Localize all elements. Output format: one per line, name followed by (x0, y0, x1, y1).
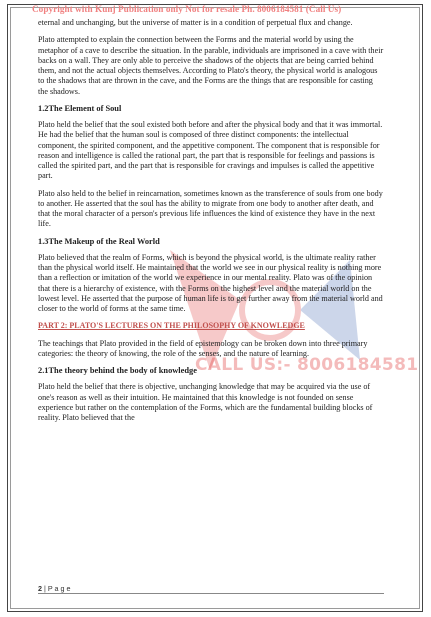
paragraph: Plato held the belief that the soul existed both before and after the physical body and that it was immortal. He had the belief that the human soul is composed of three distinct components: the intellectual component, the spirited component, and the appetitive component. The component that is responsible for reason and intelligence is called the rational part, the part that is responsible for feelings and passions is called the spirited part, and the part that is responsible for cravings and impulses is called the appetitive part. (38, 120, 383, 181)
page-content (38, 18, 384, 430)
paragraph: Plato also held to the belief in reincarnation, sometimes known as the transference of souls from one body to another. He asserted that the soul has the ability to migrate from one body to another after death, and that the moral character of a person's previous life influences the kind of existence they have in the next life. (38, 188, 383, 229)
section-heading: 2.1The theory behind the body of knowledge (38, 366, 197, 375)
page-number: 2 (38, 584, 42, 593)
footer-rule (38, 593, 384, 594)
page-footer (38, 584, 384, 593)
paragraph: Plato believed that the realm of Forms, which is beyond the physical world, is the ultimate reality rather than the physical world itself. He maintained that the world we see in our physical reality is nothing more than a reflection or imitation of the world we experience in our mental reality. Plato was of the opinion that there is a hierarchy of existence, with the Forms on the highest level and the material world on the lowest level. He asserted that the purpose of human life is to get further away from the material world and closer to the world of forms at the same time. (38, 252, 383, 313)
page-label: | P a g e (42, 584, 71, 593)
paragraph: Plato held the belief that there is objective, unchanging knowledge that may be acquired via the use of one's reason as well as their intuition. He maintained that this knowledge is not founded on sense experience but rather on the contemplation of the Forms, which are the fundamental building blocks of reality. Plato believed that the (38, 382, 373, 422)
paragraph: eternal and unchanging, but the universe of matter is in a condition of perpetual flux and change. (38, 18, 353, 27)
paragraph: The teachings that Plato provided in the field of epistemology can be broken down into three primary categories: the theory of knowing, the role of the senses, and the nature of learning. (38, 338, 368, 358)
part-heading: PART 2: PLATO'S LECTURES ON THE PHILOSOPHY OF KNOWLEDGE (38, 321, 305, 331)
watermark-phone: CALL US:- 8006184581 (195, 355, 419, 375)
paragraph: Plato attempted to explain the connection between the Forms and the material world by using the metaphor of a cave to describe the situation. In the parable, individuals are imprisoned in a cave with their backs on a wall. They are only able to perceive the shadows of the objects that are being carried behind them, and not the actual objects themselves. According to Plato's theory, the physical world is analogous to the shadows that are thrown in the cave, and the Forms are the things that are responsible for casting the shadows. (38, 35, 384, 96)
copyright-header: Copyright with Kunj Publication only Not for resale Ph. 8006184581 (Call Us) (32, 4, 342, 14)
section-heading: 1.2The Element of Soul (38, 103, 122, 113)
section-heading: 1.3The Makeup of the Real World (38, 236, 160, 246)
